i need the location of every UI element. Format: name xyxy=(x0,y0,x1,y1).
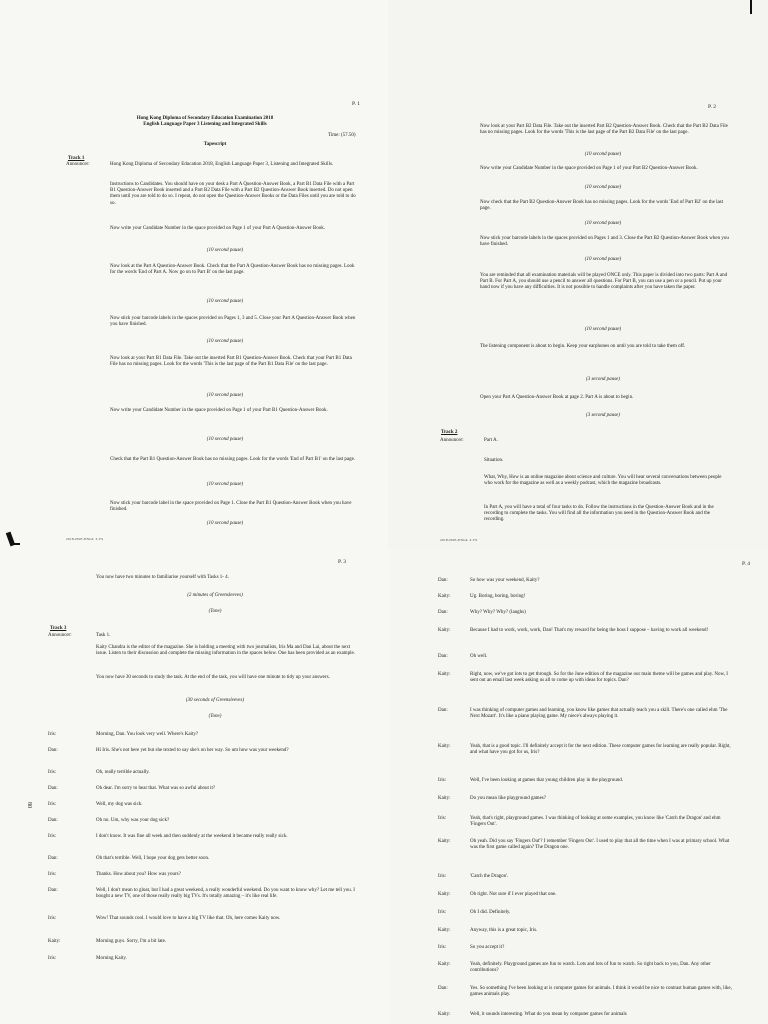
dialogue-line: Well, it sounds interesting. What do you mean by computer games for animals xyxy=(470,1012,627,1017)
speaker-label: Iris: xyxy=(48,872,57,877)
pause-note: (10 second pause) xyxy=(206,393,244,398)
speaker-label: Dan: xyxy=(48,818,58,823)
page-4 xyxy=(390,548,768,1024)
page-3 xyxy=(0,548,390,1024)
paragraph: Check that the Part B1 Question-Answer Book has no missing pages. Look for the words 'End of Part B1' on the last page. xyxy=(110,457,356,462)
speaker-label: Kaity: xyxy=(438,796,451,801)
situation-label: Situation. xyxy=(484,458,504,463)
paragraph: In Part A, you will have a total of four tasks to do. Follow the instructions in the Question-Answer Book and in the recording to complete the tasks. You will find all the information you need in the Question-Answer Book and the recording. xyxy=(484,505,714,523)
speaker-label: Dan: xyxy=(48,856,58,861)
dialogue-line: Oh that's terrible. Well, I hope your dog gets better soon. xyxy=(96,856,210,861)
intro-text: You now have two minutes to familiarise yourself with Tasks 1- 4. xyxy=(96,575,229,580)
music-note: (2 minutes of Greensleeves) xyxy=(187,593,243,598)
speaker-label: Kaity: xyxy=(438,928,451,933)
task-label: Task 1. xyxy=(96,633,111,638)
dialogue-line: I was thinking of computer games and learning, you know like games that actually teach you a skill. There's one called ehm 'The Next Mozart'. It's like a piano playing game. My niece's always playing it. xyxy=(470,708,728,720)
dialogue-line: Do you mean like playground games? xyxy=(470,796,546,801)
paragraph: Now write your Candidate Number in the space provided on Page 1 of your Part B1 Question-Answer Book. xyxy=(110,408,328,413)
dialogue-line: Oh yeah. Did you say 'Fingers Out'? I remember 'Fingers Out'. I used to play that all the time when I was at primary school. What was the first game called again? The Dragon one. xyxy=(470,839,730,851)
speaker-label: Iris: xyxy=(48,770,57,775)
paragraph: Now stick your barcode labels in the spaces provided on Pages 1, 3 and 5. Close your Part A Question-Answer Book when you have finished. xyxy=(110,316,356,328)
speaker-label: Dan: xyxy=(48,748,58,753)
speaker-label: Iris: xyxy=(438,945,447,950)
pause-note: (10 second pause) xyxy=(584,257,622,262)
speaker-label: Kaity: xyxy=(48,939,61,944)
pause-note: (10 second pause) xyxy=(206,437,244,442)
pause-note: (10 second pause) xyxy=(206,521,244,526)
dialogue-line: Oh well. xyxy=(470,654,488,659)
pause-note: (10 second pause) xyxy=(206,339,244,344)
speaker-label: Dan: xyxy=(48,786,58,791)
page-number: P. 1 xyxy=(352,101,360,107)
task-description: Kaity Chandra is the editor of the magazine. She is holding a meeting with two journalists, Iris Ma and Dan Lai, about the next issue. Listen to their discussion and complete the missing information in the spaces below. One has been provided as an example. xyxy=(96,645,355,657)
speaker-label: Kaity: xyxy=(438,594,451,599)
speaker-label: Iris: xyxy=(438,874,447,879)
header-line-1: Hong Kong Diploma of Secondary Education Examination 2018 xyxy=(136,116,274,121)
intro-text: Hong Kong Diploma of Secondary Education 2018, English Language Paper 3, Listening and Integrated Skills. xyxy=(110,162,334,167)
paragraph: You are reminded that all examination materials will be played ONCE only. This paper is divided into two parts: Part A and Part B. For Part A, you should use a pencil to answer all questions. For Part B, you can use a pen or a pencil. Put up your hand now if you have any difficulties. It is not possible to handle complaints after you have taken the paper. xyxy=(480,273,728,291)
speaker-label: Iris: xyxy=(48,732,57,737)
dialogue-line: Because I had to work, work, work, Dan! That's my reward for being the boss I suppose – having to work all weekend! xyxy=(470,628,709,633)
dialogue-line: I don't know. It was fine all week and then suddenly at the weekend it became really really sick. xyxy=(96,834,288,839)
dialogue-line: Well, my dog was sick. xyxy=(96,802,143,807)
speaker-label: Kaity: xyxy=(438,892,451,897)
page-footer: 2018-DSE-ENGL 3-TS xyxy=(440,538,478,542)
track-label: Track 1 xyxy=(68,156,85,161)
time-label: Time: (57.50) xyxy=(328,133,356,138)
speaker-label: Kaity: xyxy=(438,839,451,844)
paragraph: Now write your Candidate Number in the space provided on Page 1 of your Part A Question-Answer Book. xyxy=(110,226,325,231)
speaker-label: Iris: xyxy=(48,834,57,839)
paragraph: The listening component is about to begin. Keep your earphones on until you are told to take them off. xyxy=(480,344,686,349)
dialogue-line: Oh dear. I'm sorry to hear that. What was so awful about it? xyxy=(96,786,216,791)
dialogue-line: Yeah, that's right, playground games. I was thinking of looking at some examples, you know like 'Catch the Dragon' and ehm 'Fingers Out'. xyxy=(470,816,721,828)
page-number: P. 2 xyxy=(708,104,716,110)
page-number: P. 4 xyxy=(742,561,750,567)
pause-note: (10 second pause) xyxy=(584,327,622,332)
paragraph: Now stick your barcode labels in the spaces provided on Pages 1 and 3. Close the Part B2 Question-Answer Book when you have finished. xyxy=(480,236,729,248)
page-1 xyxy=(0,0,388,548)
speaker-label: Iris: xyxy=(438,910,447,915)
tone-note: (Tone) xyxy=(208,714,222,719)
pause-note: (10 second pause) xyxy=(206,482,244,487)
pause-note: (10 second pause) xyxy=(584,152,622,157)
dialogue-line: Well, I don't mean to gloat, but I had a great weekend, a really wonderful weekend. Do you want to know why? Let me tell you. I bought a new TV, one of those really really big TVs. It's totally amazing – it's like real life. xyxy=(96,888,355,900)
speaker-label: Dan: xyxy=(438,610,448,615)
speaker-label: Kaity: xyxy=(438,744,451,749)
paragraph: Now look at your Part B2 Data File. Take out the inserted Part B2 Question-Answer Book. Check that the Part B2 Data File has no missing pages. Look for the words 'This is the last page of the Part B2 Data File' on the last page. xyxy=(480,124,728,136)
page-2 xyxy=(388,0,768,548)
paragraph: Now write your Candidate Number in the space provided on Page 1 of your Part B2 Question-Answer Book. xyxy=(480,166,698,171)
speaker-label: Iris: xyxy=(438,816,447,821)
speaker-label: Announcer: xyxy=(48,633,72,638)
scan-mark xyxy=(12,543,20,545)
dialogue-line: Oh right. Not sure if I ever played that one. xyxy=(470,892,557,897)
speaker-label: Dan: xyxy=(438,578,448,583)
speaker-label: Announcer: xyxy=(66,162,90,167)
speaker-label: Dan: xyxy=(438,986,448,991)
dialogue-line: Yes. So something I've been looking at is computer games for animals. I think it would be nice to contrast human games with, like, games animals play. xyxy=(470,986,732,998)
paragraph: Now stick your barcode label in the space provided on Page 1. Close the Part B1 Question-Answer Book when you have finished. xyxy=(110,501,352,513)
dialogue-line: Oh I did. Definitely. xyxy=(470,910,511,915)
pause-note: (10 second pause) xyxy=(584,185,622,190)
speaker-label: Kaity: xyxy=(438,672,451,677)
header-line-2: English Language Paper 3 Listening and Integrated Skills xyxy=(143,122,267,127)
dialogue-line: Thanks. How about you? How was yours? xyxy=(96,872,181,877)
speaker-label: Iris: xyxy=(48,956,57,961)
speaker-label: Iris: xyxy=(48,802,57,807)
dialogue-line: Morning, Dan. You look very well. Where's Kaity? xyxy=(96,732,199,737)
speaker-label: Kaity: xyxy=(438,1012,451,1017)
pause-note: (3 second pause) xyxy=(586,413,620,418)
page-footer: 2018-DSE-ENGL 3-TS xyxy=(66,537,104,541)
dialogue-line: 'Catch the Dragon'. xyxy=(470,874,509,879)
paragraph: What, Why, How is an online magazine about science and culture. You will hear several conversations between people who work for the magazine as well as a weekly podcast, which the magazine broadcasts. xyxy=(484,475,722,487)
dialogue-line: Ug. Boring, boring, boring! xyxy=(470,594,526,599)
dialogue-line: Oh, really terrible actually. xyxy=(96,770,150,775)
pause-note: (10 second pause) xyxy=(206,248,244,253)
dialogue-line: Morning guys. Sorry, I'm a bit late. xyxy=(96,939,167,944)
speaker-label: Kaity: xyxy=(438,962,451,967)
scan-mark xyxy=(750,0,752,14)
tone-note: (Tone) xyxy=(208,609,222,614)
paragraph: Open your Part A Question-Answer Book at page 2. Part A is about to begin. xyxy=(480,395,634,400)
dialogue-line: Why? Why? Why? (laughs) xyxy=(470,610,526,615)
speaker-label: Kaity: xyxy=(438,628,451,633)
paragraph: Now check that the Part B2 Question-Answer Book has no missing pages. Look for the words 'End of Part B2' on the last page. xyxy=(480,200,724,212)
side-number: 80 xyxy=(26,802,32,808)
dialogue-line: Right, now, we've got lots to get through. So for the June edition of the magazine our main theme will be games and play. Now, I sent out an email last week asking us all to come up with ideas for topics. Dan? xyxy=(470,672,728,684)
dialogue-line: So you accept it? xyxy=(470,945,505,950)
dialogue-line: Anyway, this is a great topic, Iris. xyxy=(470,928,538,933)
dialogue-line: Yeah, that is a good topic. I'll definitely accept it for the next edition. These computer games for learning are really popular. Right, and what have you got for us, Iris? xyxy=(470,744,731,756)
pause-note: (10 second pause) xyxy=(206,299,244,304)
speaker-label: Announcer: xyxy=(440,438,464,443)
pause-note: (10 second pause) xyxy=(584,221,622,226)
tapescript-title: Tapescript xyxy=(203,142,227,147)
speaker-label: Dan: xyxy=(438,654,448,659)
pause-note: (3 second pause) xyxy=(586,377,620,382)
dialogue-line: Hi Iris. She's not here yet but she texted to say she's on her way. So um how was your weekend? xyxy=(96,748,289,753)
track-label: Track 3 xyxy=(50,626,67,631)
music-note: (30 seconds of Greensleeves) xyxy=(185,698,245,703)
part-label: Part A. xyxy=(484,438,498,443)
dialogue-line: Oh no. Um, why was your dog sick? xyxy=(96,818,170,823)
paragraph: Now look at the Part A Question-Answer Book. Check that the Part A Question-Answer Book has no missing pages. Look for the words 'End of Part A. Now go on to Part B' on the last page. xyxy=(110,264,355,276)
instructions-text: Instructions to Candidates. You should have on your desk a Part A Question-Answer Book, a Part B1 Data File with a Part B1 Question-Answer Book inserted and a Part B2 Data File with a Part B2 Question-Answer Book inserted. Do not open them until you are told to do so. I repeat, do not open the Question-Answer Books or the Data Files until you are told to do so. xyxy=(110,182,356,206)
dialogue-line: Morning Kaity. xyxy=(96,956,127,961)
dialogue-line: So how was your weekend, Kaity? xyxy=(470,578,540,583)
dialogue-line: Wow! That sounds cool. I would love to have a big TV like that. Oh, here comes Kaity now. xyxy=(96,916,281,921)
speaker-label: Dan: xyxy=(48,888,58,893)
paragraph: Now look at your Part B1 Data File. Take out the inserted Part B1 Question-Answer Book. Check that your Part B1 Data File has no missing pages. Look for the words 'This is the last page of the Part B1 Data File' on the last page. xyxy=(110,356,352,368)
page-number: P. 3 xyxy=(338,559,346,565)
dialogue-line: Yeah, definitely. Playground games are fun to watch. Lots and lots of fun to watch. So right back to you, Dan. Any other contributions? xyxy=(470,962,711,974)
dialogue-line: Well, I've been looking at games that young children play in the playground. xyxy=(470,778,623,783)
speaker-label: Dan: xyxy=(438,708,448,713)
speaker-label: Iris: xyxy=(48,916,57,921)
speaker-label: Iris: xyxy=(438,778,447,783)
track-label: Track 2 xyxy=(441,430,458,435)
study-instruction: You now have 30 seconds to study the task. At the end of the task, you will have one minute to tidy up your answers. xyxy=(96,675,330,680)
